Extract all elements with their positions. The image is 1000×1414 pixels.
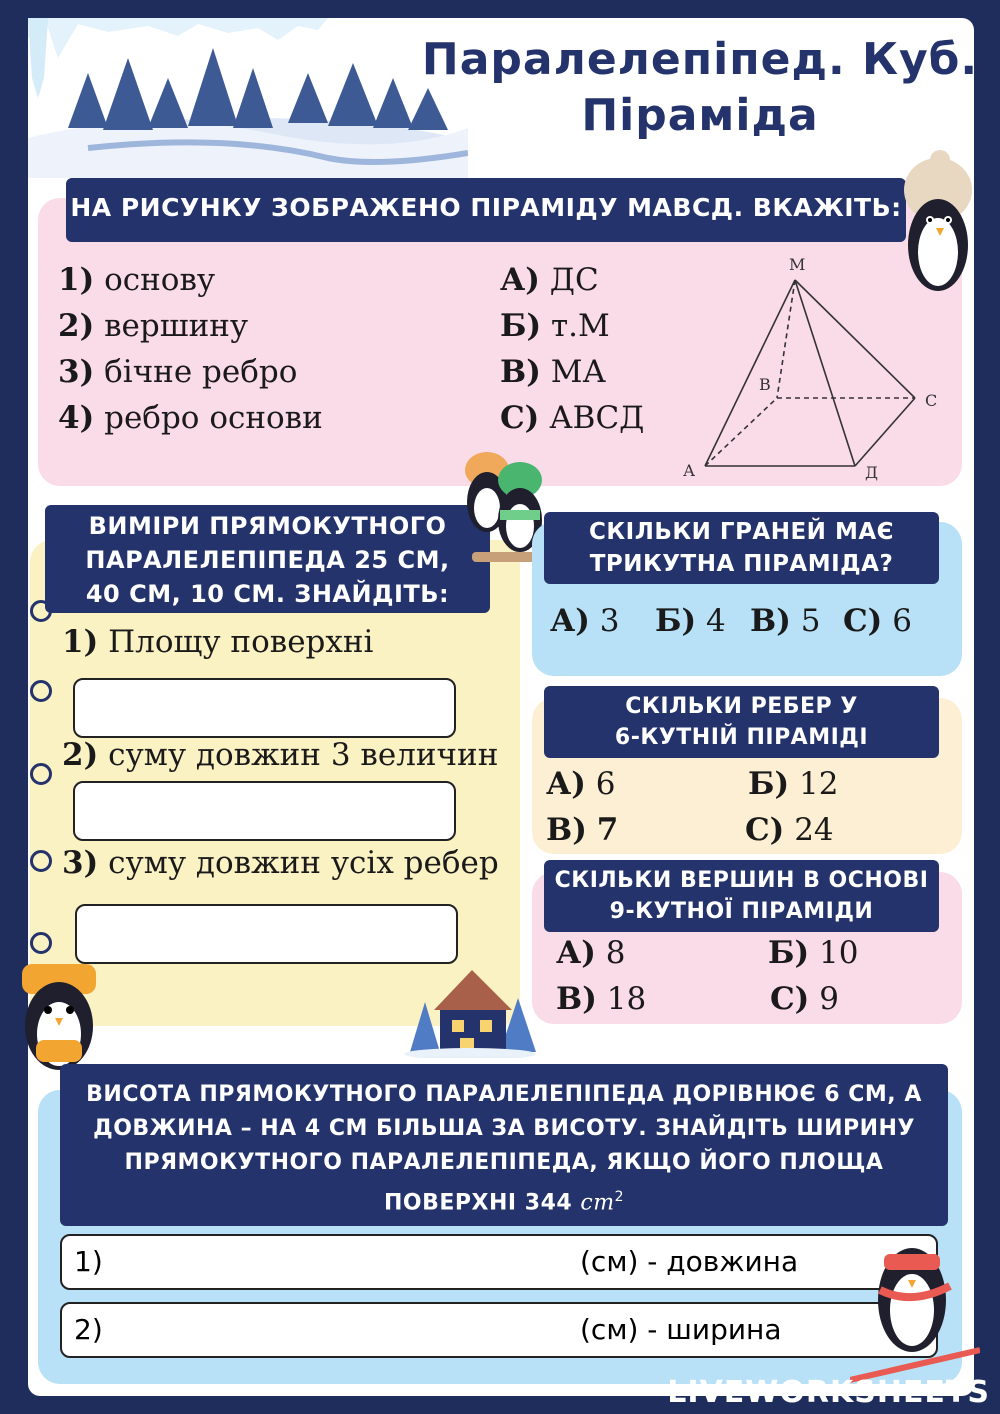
task3-option-d[interactable]: С) 6	[843, 603, 912, 639]
binder-ring	[30, 600, 52, 622]
label-m: М	[789, 255, 806, 274]
task1-option-c[interactable]: В) МА	[500, 354, 606, 390]
label-d: Д	[865, 463, 879, 482]
task2-answer-3-input[interactable]	[75, 904, 458, 964]
task2-answer-2-input[interactable]	[73, 781, 456, 841]
task4-option-c[interactable]: В) 7	[546, 812, 619, 848]
binder-ring	[30, 763, 52, 785]
task1-item-3: 3) бічне ребро	[58, 354, 298, 390]
task4-option-b[interactable]: Б) 12	[748, 766, 839, 802]
task5-option-d[interactable]: С) 9	[770, 981, 839, 1017]
task3-option-b[interactable]: Б) 4	[655, 603, 726, 639]
winter-forest-illustration	[28, 18, 468, 178]
penguin-goggles-decoration	[14, 958, 104, 1078]
task2-answer-1-input[interactable]	[73, 678, 456, 738]
task6-header: ВИСОТА ПРЯМОКУТНОГО ПАРАЛЕЛЕПІПЕДА ДОРІВНЮЄ 6 СМ, А ДОВЖИНА – НА 4 СМ БІЛЬША ЗА ВИСОТУ. ЗНАЙДІТЬ ШИРИНУ ПРЯМОКУТНОГО ПАРАЛЕЛЕПІПЕДА, ЯКЩО ЙОГО ПЛОЩА ПОВЕРХНІ 344 $cm^2$	[60, 1064, 948, 1226]
task1-option-d[interactable]: С) АВСД	[500, 400, 645, 436]
task6-answer-width-row[interactable]: 2) (см) - ширина	[60, 1302, 938, 1358]
task1-header: НА РИСУНКУ ЗОБРАЖЕНО ПІРАМІДУ МАВСД. ВКАЖІТЬ:	[66, 178, 906, 242]
penguin-skier-decoration	[850, 1230, 980, 1390]
label-b: В	[759, 375, 771, 394]
label-c: С	[925, 391, 938, 410]
penguin-hat-decoration	[900, 150, 972, 300]
binder-ring	[30, 932, 52, 954]
task5-option-b[interactable]: Б) 10	[768, 935, 859, 971]
task2-question-1: 1) Площу поверхні	[62, 624, 374, 660]
task1-item-4: 4) ребро основи	[58, 400, 323, 436]
task5-header: СКІЛЬКИ ВЕРШИН В ОСНОВІ 9-КУТНОЇ ПІРАМІДИ	[544, 860, 939, 932]
snowy-house-decoration	[400, 962, 540, 1058]
task1-option-b[interactable]: Б) т.М	[500, 308, 610, 344]
page-title: Паралелепіпед. Куб. Піраміда	[421, 34, 979, 141]
task3-header: СКІЛЬКИ ГРАНЕЙ МАЄ ТРИКУТНА ПІРАМІДА?	[544, 512, 939, 584]
label-a: А	[683, 461, 696, 480]
task2-question-2: 2) суму довжин 3 величин	[62, 737, 499, 773]
task3-option-c[interactable]: В) 5	[750, 603, 821, 639]
task1-item-2: 2) вершину	[58, 308, 249, 344]
task4-option-a[interactable]: А) 6	[546, 766, 616, 802]
brand-logo: LIVEWORKSHEETS	[667, 1375, 990, 1410]
task6-answer-length-row[interactable]: 1) (см) - довжина	[60, 1234, 938, 1290]
task5-option-a[interactable]: А) 8	[556, 935, 626, 971]
task4-option-d[interactable]: С) 24	[745, 812, 834, 848]
task3-option-a[interactable]: А) 3	[550, 603, 620, 639]
task4-header: СКІЛЬКИ РЕБЕР У 6-КУТНІЙ ПІРАМІДІ	[544, 686, 939, 758]
task1-option-a[interactable]: А) ДС	[500, 262, 599, 298]
binder-ring	[30, 680, 52, 702]
task2-header: ВИМІРИ ПРЯМОКУТНОГО ПАРАЛЕЛЕПІПЕДА 25 СМ, 40 СМ, 10 СМ. ЗНАЙДІТЬ:	[45, 505, 490, 613]
task1-item-1: 1) основу	[58, 262, 216, 298]
binder-ring	[30, 850, 52, 872]
task2-question-3: 3) суму довжин усіх ребер	[62, 845, 499, 881]
task5-option-c[interactable]: В) 18	[556, 981, 647, 1017]
